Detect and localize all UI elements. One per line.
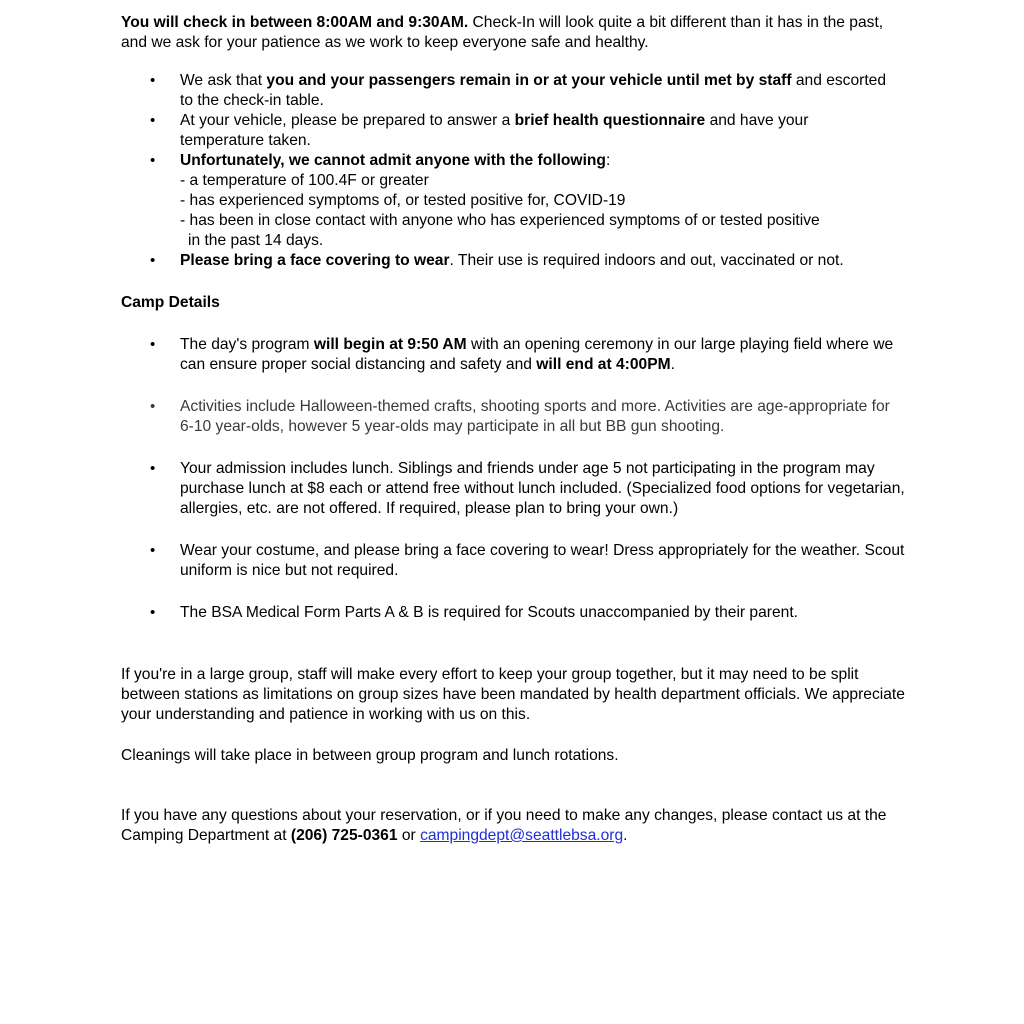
- exclusion-line: in the past 14 days.: [188, 232, 324, 249]
- rule-bold-text: Unfortunately, we cannot admit anyone with the following: [180, 152, 606, 169]
- detail-text: Wear your costume, and please bring a face covering to wear! Dress appropriately for the weather. Scout uniform is nice but not required.: [180, 542, 905, 579]
- contact-text: .: [623, 827, 628, 844]
- check-in-paragraph: [121, 13, 906, 53]
- phone-number: (206) 725-0361: [290, 827, 398, 844]
- detail-text: Activities include Halloween-themed crafts, shooting sports and more. Activities are age-appropriate for 6-10 year-olds, however 5 year-olds may participate in all but BB gun shooting.: [180, 398, 890, 435]
- detail-text: .: [670, 356, 675, 373]
- group-policy-paragraph: If you're in a large group, staff will make every effort to keep your group together, but it may need to be split between stations as limitations on group sizes have been mandated by health department officials. We appreciate your understanding and patience in working with us on this.: [121, 666, 905, 723]
- list-item: [121, 151, 896, 251]
- list-item: [121, 541, 906, 581]
- bullet-icon: •: [150, 72, 156, 89]
- bullet-icon: •: [150, 542, 156, 559]
- exclusion-line: - has experienced symptoms of, or tested positive for, COVID-19: [180, 192, 626, 209]
- email-link[interactable]: campingdept@seattlebsa.org: [420, 827, 624, 844]
- rule-text: At your vehicle, please be prepared to answer a: [180, 112, 515, 129]
- bullet-icon: •: [150, 152, 156, 169]
- detail-text: Your admission includes lunch. Siblings and friends under age 5 not participating in the program may purchase lunch at $8 each or attend free without lunch included. (Specialized food options for vegetarian, allergies, etc. are not offered. If required, please plan to bring your own.): [180, 460, 905, 517]
- rule-text: and have your temperature taken.: [180, 112, 809, 149]
- exclusion-line: - a temperature of 100.4F or greater: [180, 172, 429, 189]
- bullet-icon: •: [150, 460, 156, 477]
- bullet-icon: •: [150, 398, 156, 415]
- rule-text: and escorted to the check-in table.: [180, 72, 887, 109]
- rule-text: :: [605, 152, 611, 169]
- bullet-icon: •: [150, 112, 156, 129]
- list-item: [121, 397, 906, 437]
- detail-bold-text: will end at 4:00PM: [536, 356, 671, 373]
- detail-text: The BSA Medical Form Parts A & B is required for Scouts unaccompanied by their parent.: [180, 604, 798, 621]
- exclusion-line: - has been in close contact with anyone who has experienced symptoms of or tested positive: [180, 212, 820, 229]
- rule-bold-text: you and your passengers remain in or at your vehicle until met by staff: [266, 72, 792, 89]
- detail-text: with an opening ceremony in our large playing field where we can ensure proper social distancing and safety and: [180, 336, 894, 373]
- document-page: [121, 13, 906, 846]
- check-in-time-bold: You will check in between 8:00AM and 9:30AM.: [121, 14, 469, 31]
- list-item: [121, 459, 906, 519]
- contact-text: or: [397, 827, 421, 844]
- check-in-rules-list: [121, 71, 896, 271]
- list-item: [121, 335, 906, 375]
- list-item: [121, 111, 896, 151]
- camp-details-list: [121, 335, 906, 623]
- rule-bold-text: brief health questionnaire: [514, 112, 706, 129]
- camp-details-heading: Camp Details: [121, 294, 220, 311]
- detail-bold-text: will begin at 9:50 AM: [313, 336, 467, 353]
- rule-text: . Their use is required indoors and out, vaccinated or not.: [449, 252, 844, 269]
- rule-bold-text: Please bring a face covering to wear: [180, 252, 450, 269]
- contact-paragraph: [121, 806, 906, 846]
- cleaning-paragraph: Cleanings will take place in between group program and lunch rotations.: [121, 747, 619, 764]
- bullet-icon: •: [150, 336, 156, 353]
- contact-text: If you have any questions about your reservation, or if you need to make any changes, please contact us at the Camping Department at: [121, 807, 887, 844]
- rule-text: We ask that: [180, 72, 267, 89]
- section-heading: [121, 293, 906, 313]
- bullet-icon: •: [150, 604, 156, 621]
- bullet-icon: •: [150, 252, 156, 269]
- detail-text: The day's program: [180, 336, 314, 353]
- list-item: [121, 603, 906, 623]
- check-in-description: Check-In will look quite a bit different than it has in the past, and we ask for your patience as we work to keep everyone safe and healthy.: [121, 14, 884, 51]
- list-item: [121, 71, 896, 111]
- list-item: [121, 251, 896, 271]
